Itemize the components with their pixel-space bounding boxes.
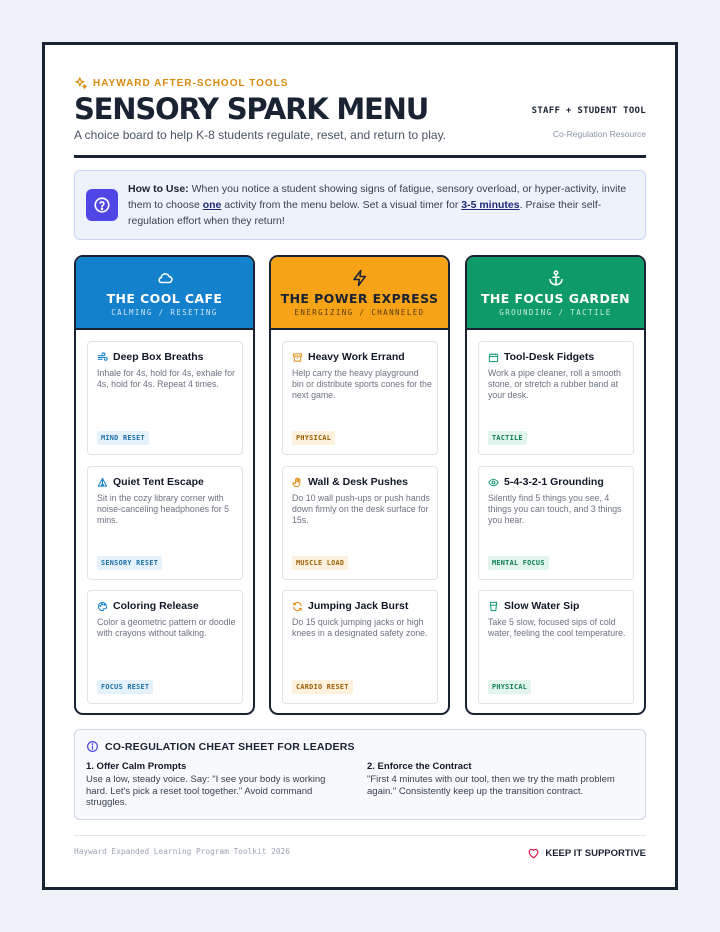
heart-icon [527, 847, 540, 860]
activity-description: Color a geometric pattern or doodle with crayons without talking. [97, 617, 236, 638]
activity-description: Work a pipe cleaner, roll a smooth stone, or stretch a rubber band at your desk. [488, 368, 621, 400]
activity-badge: FOCUS RESET [97, 680, 153, 694]
activity-badge: MUSCLE LOAD [292, 556, 348, 570]
tip-body: Use a low, steady voice. Say: "I see your body is working hard. Let's pick a reset tool together." Avoid command struggles. [86, 774, 326, 808]
help-badge [86, 189, 118, 221]
activity-card[interactable] [282, 466, 438, 580]
activity-badge: CARDIO RESET [292, 680, 353, 694]
activity-title: Tool-Desk Fidgets [504, 351, 595, 363]
info-icon [86, 740, 99, 753]
activity-description: Inhale for 4s, hold for 4s, exhale for 4s, hold for 4s. Repeat 4 times. [97, 368, 235, 389]
column-title: THE COOL CAFE [106, 291, 223, 306]
how-to-text [128, 181, 633, 229]
how-to-text-1: When you notice a student showing signs of fatigue, sensory overload, or hyper-activity, invite them to choose [128, 183, 627, 211]
column-subtitle: GROUNDING / TACTILE [499, 308, 612, 317]
tip [86, 761, 348, 809]
cup-icon [488, 601, 499, 612]
box-icon [292, 352, 303, 363]
column-focus-garden [465, 255, 646, 715]
hand-icon [292, 477, 303, 488]
activity-card[interactable] [87, 466, 243, 580]
activity-description: Take 5 slow, focused sips of cold water, feeling the cool temperature. [488, 617, 626, 638]
tip-body: "First 4 minutes with our tool, then we try the math problem again." Consistently keep up the transition contract. [367, 774, 615, 797]
calendar-icon [488, 352, 499, 363]
activity-description: Do 15 quick jumping jacks or high knees in a designated safety zone. [292, 617, 428, 638]
cloud-icon [156, 269, 174, 287]
how-to-emphasis: one [202, 199, 222, 211]
activity-description: Do 10 wall push-ups or push hands down firmly on the desk surface for 15s. [292, 493, 430, 525]
tip-heading: 1. Offer Calm Prompts [86, 761, 187, 772]
activity-title: Slow Water Sip [504, 600, 580, 612]
resource-type: Co-Regulation Resource [552, 129, 646, 139]
tip-heading: 2. Enforce the Contract [367, 761, 472, 772]
kicker [74, 76, 288, 90]
cheat-sheet [74, 729, 646, 820]
sparkle-icon [74, 76, 88, 90]
activity-badge: MIND RESET [97, 431, 149, 445]
activity-title: 5-4-3-2-1 Grounding [504, 476, 604, 488]
how-to-panel [74, 170, 646, 240]
activity-title: Deep Box Breaths [113, 351, 204, 363]
tip [367, 761, 629, 797]
menu-sheet [42, 42, 678, 890]
activity-description: Silently find 5 things you see, 4 things you can touch, and 3 things you hear. [488, 493, 622, 525]
activity-card[interactable] [478, 466, 634, 580]
how-to-lead: How to Use: [128, 183, 189, 195]
audience-tag: STAFF + STUDENT TOOL [531, 106, 646, 116]
how-to-text-3: . Praise their self-regulation effort when they return! [128, 199, 602, 227]
activity-badge: PHYSICAL [488, 680, 531, 694]
lightning-icon [351, 269, 369, 287]
activity-card[interactable] [87, 341, 243, 455]
activity-card[interactable] [478, 590, 634, 704]
how-to-text-2: activity from the menu below. Set a visual timer for [221, 199, 462, 211]
refresh-icon [292, 601, 303, 612]
how-to-timer: 3-5 minutes [461, 199, 520, 211]
footer-divider [74, 835, 646, 836]
activity-description: Sit in the cozy library corner with noise-canceling headphones for 5 mins. [97, 493, 230, 525]
activity-card[interactable] [282, 590, 438, 704]
activity-title: Quiet Tent Escape [113, 476, 204, 488]
page-subtitle: A choice board to help K-8 students regulate, reset, and return to play. [74, 128, 447, 142]
column-header [467, 257, 644, 330]
activity-title: Heavy Work Errand [308, 351, 405, 363]
column-subtitle: CALMING / RESETING [111, 308, 218, 317]
question-icon [93, 196, 111, 214]
activity-badge: MENTAL FOCUS [488, 556, 549, 570]
activity-badge: PHYSICAL [292, 431, 335, 445]
column-cool-cafe [74, 255, 255, 715]
kicker-text: HAYWARD AFTER-SCHOOL TOOLS [93, 77, 289, 89]
footer-motto [527, 847, 646, 860]
column-power-express [269, 255, 450, 715]
header-divider [74, 155, 646, 158]
column-header [271, 257, 448, 330]
column-title: THE FOCUS GARDEN [480, 291, 631, 306]
anchor-icon [547, 269, 565, 287]
tent-icon [97, 477, 108, 488]
wind-icon [97, 352, 108, 363]
page-title: SENSORY SPARK MENU [74, 92, 429, 126]
column-header [76, 257, 253, 330]
activity-badge: TACTILE [488, 431, 527, 445]
cheat-sheet-title: CO-REGULATION CHEAT SHEET FOR LEADERS [105, 740, 355, 753]
palette-icon [97, 601, 108, 612]
column-subtitle: ENERGIZING / CHANNELED [294, 308, 425, 317]
activity-badge: SENSORY RESET [97, 556, 162, 570]
activity-title: Wall & Desk Pushes [308, 476, 408, 488]
activity-title: Coloring Release [113, 600, 199, 612]
footer-motto-text: KEEP IT SUPPORTIVE [545, 848, 646, 859]
activity-card[interactable] [282, 341, 438, 455]
activity-card[interactable] [478, 341, 634, 455]
footer-credit: Hayward Expanded Learning Program Toolkit 2026 [74, 847, 290, 856]
activity-card[interactable] [87, 590, 243, 704]
column-title: THE POWER EXPRESS [280, 291, 439, 306]
activity-description: Help carry the heavy playground bin or distribute sports cones for the next game. [292, 368, 432, 400]
eye-icon [488, 477, 499, 488]
activity-title: Jumping Jack Burst [308, 600, 409, 612]
